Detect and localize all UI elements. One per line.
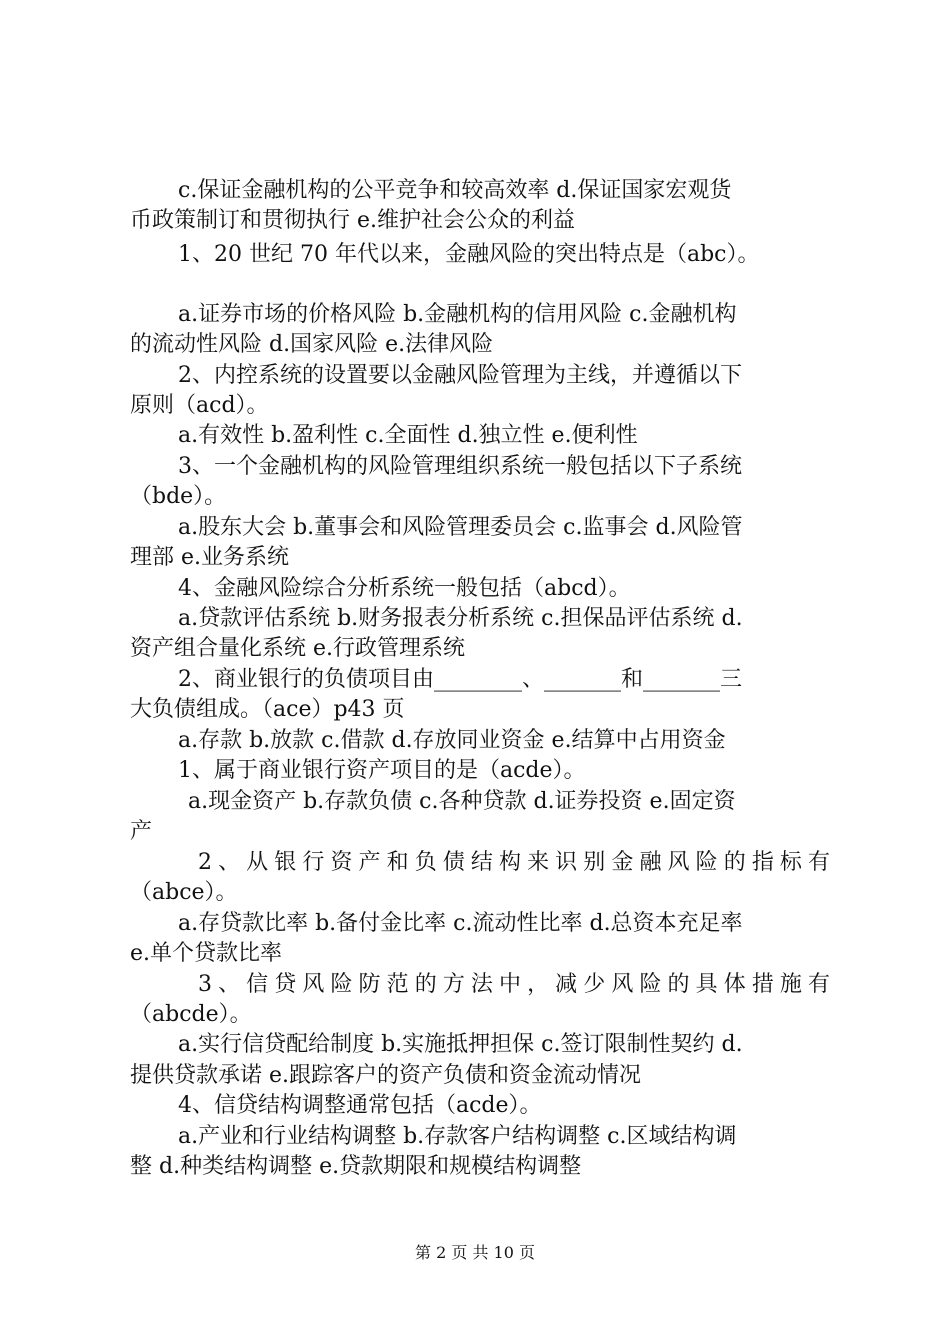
- text-line: 4、信贷结构调整通常包括（acde）。: [178, 1093, 542, 1118]
- text-line: （bde）。: [130, 484, 227, 509]
- text-line: a.存款 b.放款 c.借款 d.存放同业资金 e.结算中占用资金: [178, 728, 726, 753]
- text-line: 原则（acd）。: [130, 393, 269, 418]
- text-line: a.贷款评估系统 b.财务报表分析系统 c.担保品评估系统 d.: [178, 606, 743, 631]
- text-line: a.存贷款比率 b.备付金比率 c.流动性比率 d.总资本充足率: [178, 911, 743, 936]
- text-line: 1、属于商业银行资产项目的是（acde）。: [178, 758, 586, 783]
- text-line: 提供贷款承诺 e.跟踪客户的资产负债和资金流动情况: [130, 1063, 642, 1088]
- text-line: c.保证金融机构的公平竞争和较高效率 d.保证国家宏观货: [178, 178, 732, 203]
- text-line: 2、商业银行的负债项目由________、_______和_______三: [178, 667, 742, 692]
- text-line: 理部 e.业务系统: [130, 545, 290, 570]
- text-line: a.现金资产 b.存款负债 c.各种贷款 d.证券投资 e.固定资: [188, 789, 736, 814]
- text-line: 3、信贷风险防范的方法中，减少风险的具体措施有: [198, 972, 830, 997]
- text-line: 整 d.种类结构调整 e.贷款期限和规模结构调整: [130, 1154, 582, 1179]
- text-line: 的流动性风险 d.国家风险 e.法律风险: [130, 332, 494, 357]
- text-line: a.有效性 b.盈利性 c.全面性 d.独立性 e.便利性: [178, 423, 638, 448]
- text-line: e.单个贷款比率: [130, 941, 283, 966]
- text-line: 币政策制订和贯彻执行 e.维护社会公众的利益: [130, 208, 576, 233]
- text-line: 1、20 世纪 70 年代以来，金融风险的突出特点是（abc）。: [178, 242, 760, 267]
- text-line: 2、内控系统的设置要以金融风险管理为主线，并遵循以下: [178, 363, 742, 388]
- text-line: a.产业和行业结构调整 b.存款客户结构调整 c.区域结构调: [178, 1124, 737, 1149]
- text-line: （abcde）。: [130, 1002, 252, 1027]
- text-line: 产: [130, 819, 153, 844]
- page-footer: 第 2 页 共 10 页: [415, 1243, 535, 1262]
- text-line: a.证券市场的价格风险 b.金融机构的信用风险 c.金融机构: [178, 302, 737, 327]
- text-line: 大负债组成。（ace）p43 页: [130, 697, 405, 722]
- text-line: 3、一个金融机构的风险管理组织系统一般包括以下子系统: [178, 454, 742, 479]
- text-line: 2、从银行资产和负债结构来识别金融风险的指标有: [198, 850, 830, 875]
- text-line: 资产组合量化系统 e.行政管理系统: [130, 636, 466, 661]
- text-line: a.股东大会 b.董事会和风险管理委员会 c.监事会 d.风险管: [178, 515, 743, 540]
- text-line: a.实行信贷配给制度 b.实施抵押担保 c.签订限制性契约 d.: [178, 1032, 743, 1057]
- text-line: （abce）。: [130, 880, 238, 905]
- text-line: 4、金融风险综合分析系统一般包括（abcd）。: [178, 576, 631, 601]
